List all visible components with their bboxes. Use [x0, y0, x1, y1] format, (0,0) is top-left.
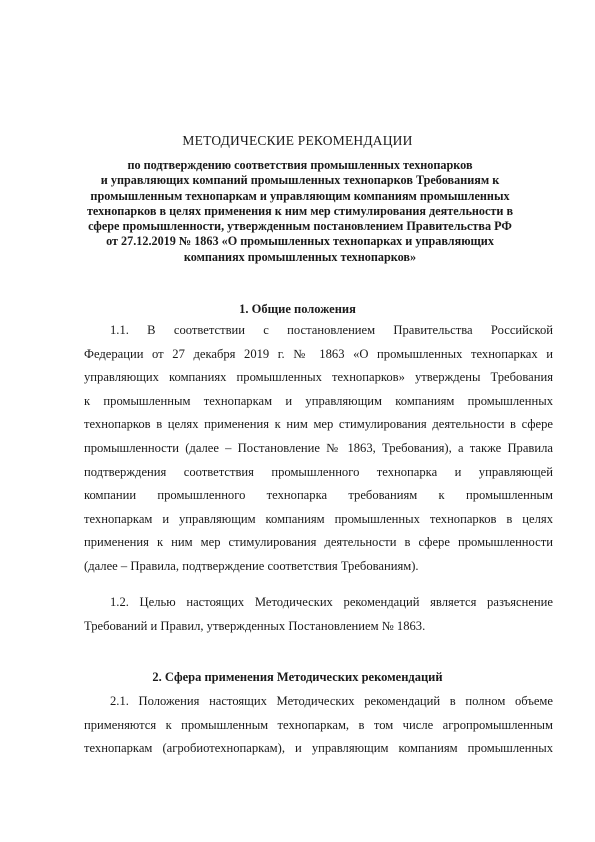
subtitle-line: по подтверждению соответствия промышленных технопарков [127, 158, 473, 172]
document-title: МЕТОДИЧЕСКИЕ РЕКОМЕНДАЦИИ [182, 133, 413, 148]
document-subtitle [60, 158, 540, 265]
paragraph-line: 1.1. В соответствии с постановлением Правительства Российской [110, 323, 553, 337]
paragraph-line: технопарков в целях применения к ним мер стимулирования деятельности в сфере [84, 417, 553, 432]
paragraph-line: управляющих компаниях промышленных технопарков» утверждены Требования [84, 370, 553, 385]
paragraph-2-1 [84, 690, 553, 761]
paragraph-line: применяются к промышленным технопаркам, в том числе агропромышленным [84, 717, 553, 732]
paragraph-line: компании промышленного технопарка требованиям к промышленным [84, 488, 553, 503]
subtitle-line: сфере промышленности, утвержденным постановлением Правительства РФ [88, 219, 512, 234]
subtitle-line: промышленным технопаркам и управляющим компаниям промышленных [90, 188, 510, 203]
paragraph-line: Требований и Правил, утвержденных Постановлением № 1863. [84, 618, 426, 633]
paragraph-line: подтверждения соответствия промышленного технопарка и управляющей [84, 464, 553, 479]
subtitle-line: и управляющих компаний промышленных технопарков Требованиям к [100, 173, 500, 188]
subtitle-line: от 27.12.2019 № 1863 «О промышленных технопарках и управляющих [106, 234, 494, 249]
paragraph-1-2 [84, 591, 553, 638]
paragraph-line: применения к ним мер стимулирования деятельности в сфере промышленности [84, 535, 553, 550]
paragraph-line: технопаркам и управляющим компаниям промышленных технопарков в целях [84, 511, 553, 526]
paragraph-line: к промышленным технопаркам и управляющим компаниям промышленных [84, 393, 553, 408]
section-2-heading: 2. Сфера применения Методических рекомендаций [152, 670, 443, 684]
paragraph-line: 2.1. Положения настоящих Методических рекомендаций в полном объеме [110, 694, 553, 708]
section-1-heading: 1. Общие положения [239, 302, 356, 316]
paragraph-line: (далее – Правила, подтверждение соответствия Требованиям). [84, 558, 419, 573]
paragraph-line: промышленности (далее – Постановление № 1863, Требования), а также Правила [84, 440, 553, 455]
paragraph-1-1 [84, 319, 553, 579]
subtitle-line: технопарков в целях применения к ним мер стимулирования деятельности в [86, 203, 514, 218]
paragraph-line: технопаркам (агробиотехнопаркам), и управляющим компаниям промышленных [84, 741, 553, 756]
paragraph-line: 1.2. Целью настоящих Методических рекомендаций является разъяснение [110, 595, 553, 609]
paragraph-line: Федерации от 27 декабря 2019 г. № 1863 «О промышленных технопарках и [84, 346, 553, 361]
subtitle-line: компаниях промышленных технопарков» [183, 249, 417, 264]
